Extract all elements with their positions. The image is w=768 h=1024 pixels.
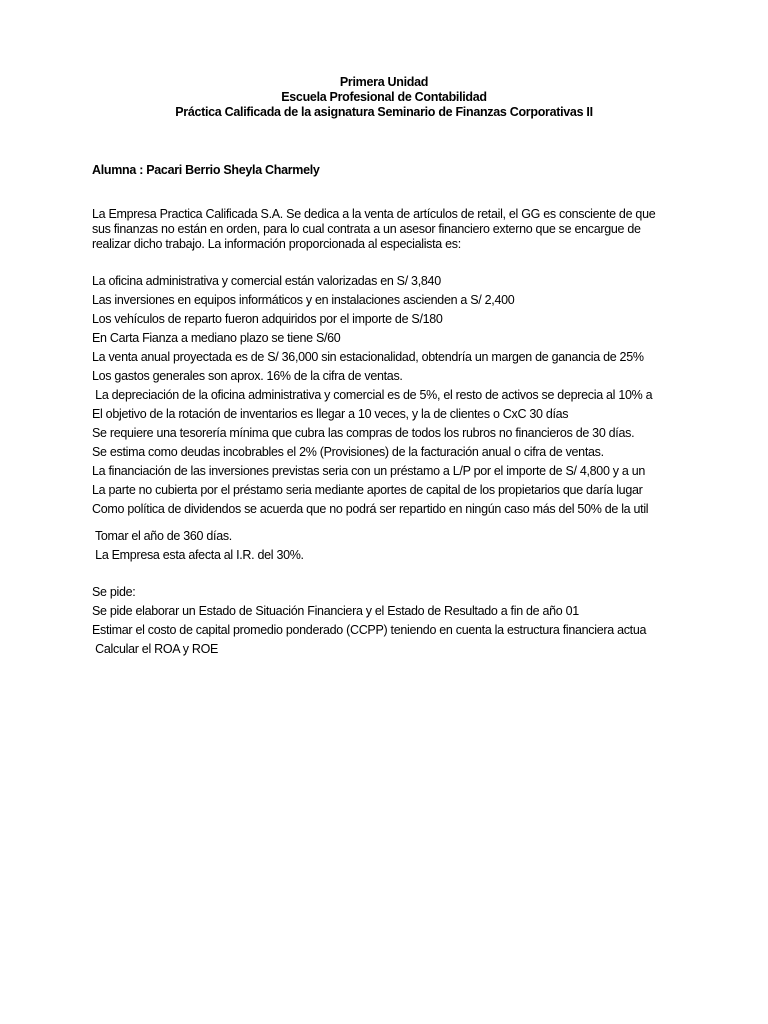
fact-line: La financiación de las inversiones previstas seria con un préstamo a L/P por el importe de S/ 4,800 y a un bbox=[92, 464, 646, 478]
school-title: Escuela Profesional de Contabilidad bbox=[281, 90, 487, 104]
intro-line: sus finanzas no están en orden, para lo cual contrata a un asesor financiero externo que se encargue de bbox=[92, 222, 641, 236]
fact-line: Se requiere una tesorería mínima que cubra las compras de todos los rubros no financieros de 30 días. bbox=[92, 426, 635, 440]
fact-line: La oficina administrativa y comercial están valorizadas en S/ 3,840 bbox=[92, 274, 441, 288]
request-heading: Se pide: bbox=[92, 585, 136, 599]
request-item: Calcular el ROA y ROE bbox=[92, 642, 219, 656]
fact-line: La parte no cubierta por el préstamo seria mediante aportes de capital de los propietarios que daría lugar bbox=[92, 483, 643, 497]
fact-line: En Carta Fianza a mediano plazo se tiene S/60 bbox=[92, 331, 341, 345]
student-name: Alumna : Pacari Berrio Sheyla Charmely bbox=[92, 163, 320, 177]
request-item: Estimar el costo de capital promedio ponderado (CCPP) teniendo en cuenta la estructura financiera actua bbox=[92, 623, 647, 637]
fact-line: Como política de dividendos se acuerda que no podrá ser repartido en ningún caso más del 50% de la util bbox=[92, 502, 649, 516]
intro-line: realizar dicho trabajo. La información proporcionada al especialista es: bbox=[92, 237, 461, 251]
note-line: La Empresa esta afecta al I.R. del 30%. bbox=[92, 548, 304, 562]
fact-line: Los vehículos de reparto fueron adquiridos por el importe de S/180 bbox=[92, 312, 443, 326]
request-item: Se pide elaborar un Estado de Situación Financiera y el Estado de Resultado a fin de año 01 bbox=[92, 604, 579, 618]
fact-line: Las inversiones en equipos informáticos y en instalaciones ascienden a S/ 2,400 bbox=[92, 293, 515, 307]
fact-line: Los gastos generales son aprox. 16% de la cifra de ventas. bbox=[92, 369, 403, 383]
course-title: Práctica Calificada de la asignatura Seminario de Finanzas Corporativas II bbox=[175, 105, 593, 119]
unit-title: Primera Unidad bbox=[339, 75, 429, 89]
fact-line: La depreciación de la oficina administrativa y comercial es de 5%, el resto de activos se deprecia al 10% a bbox=[92, 388, 653, 402]
intro-line: La Empresa Practica Calificada S.A. Se dedica a la venta de artículos de retail, el GG es consciente de que bbox=[92, 207, 656, 221]
fact-line: Se estima como deudas incobrables el 2% (Provisiones) de la facturación anual o cifra de ventas. bbox=[92, 445, 604, 459]
intro-paragraph bbox=[92, 207, 686, 252]
facts-list bbox=[92, 272, 684, 519]
fact-line: El objetivo de la rotación de inventarios es llegar a 10 veces, y la de clientes o CxC 30 días bbox=[92, 407, 569, 421]
notes-block bbox=[92, 527, 304, 565]
document-header bbox=[0, 75, 768, 120]
note-line: Tomar el año de 360 días. bbox=[92, 529, 232, 543]
request-block bbox=[92, 583, 684, 659]
fact-line: La venta anual proyectada es de S/ 36,000 sin estacionalidad, obtendría un margen de ganancia de 25% bbox=[92, 350, 644, 364]
